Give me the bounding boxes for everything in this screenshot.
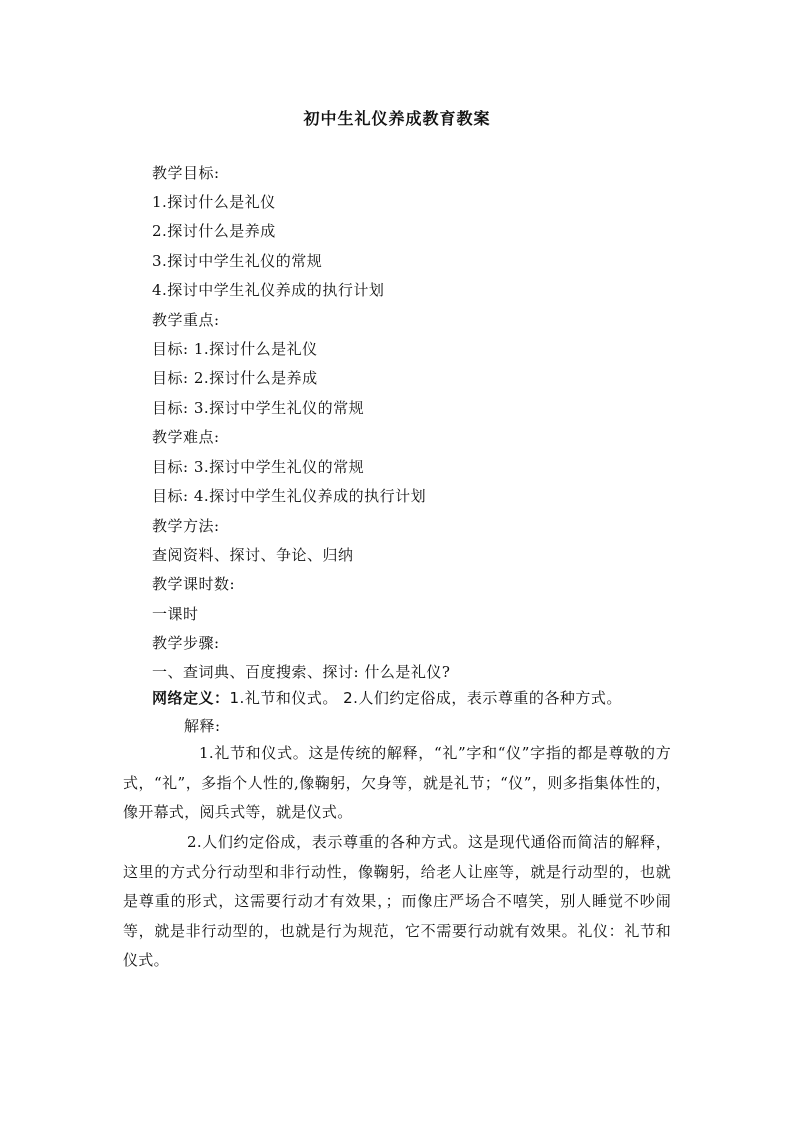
paragraph-2: 2.人们约定俗成，表示尊重的各种方式。这是现代通俗而简洁的解释，这里的方式分行动型和非行动性，像鞠躬，给老人让座等，就是行动型的，也就是尊重的形式，这需要行动才有效果，；而像庄严场合不嘻笑，别人睡觉不吵闹等，就是非行动型的，也就是行为规范，它不需要行动就有效果。礼仪：礼节和仪式。 <box>123 833 671 969</box>
network-definition-label: 网络定义： <box>152 689 230 707</box>
text-line: 教学重点: <box>152 311 220 329</box>
text-line: 一课时 <box>152 605 199 623</box>
text-line: 教学方法: <box>152 517 220 535</box>
text-line: 教学目标: <box>152 164 220 182</box>
text-line: 一、查词典、百度搜索、探讨: 什么是礼仪? <box>152 663 451 681</box>
text-line: 教学步骤: <box>152 634 220 652</box>
text-line: 教学难点: <box>152 428 220 446</box>
text-line: 3.探讨中学生礼仪的常规 <box>152 252 323 270</box>
text-line: 查阅资料、探讨、争论、归纳 <box>152 546 354 564</box>
text-line: 目标: 1.探讨什么是礼仪 <box>152 340 318 358</box>
explain-heading: 解释: <box>184 717 221 735</box>
document-title: 初中生礼仪养成教育教案 <box>303 109 491 128</box>
text-line: 目标: 4.探讨中学生礼仪养成的执行计划 <box>152 487 427 505</box>
paragraph-1: 1.礼节和仪式。这是传统的解释，“礼”字和“仪”字指的都是尊敬的方式，“礼”，多指个人性的,像鞠躬，欠身等，就是礼节；“仪”，则多指集体性的，像开幕式，阅兵式等，就是仪式。 <box>123 744 671 821</box>
text-line: 目标: 2.探讨什么是养成 <box>152 369 318 387</box>
text-line: 教学课时数: <box>152 575 236 593</box>
network-definition-text: 1.礼节和仪式。 2.人们约定俗成，表示尊重的各种方式。 <box>229 689 622 707</box>
text-line: 2.探讨什么是养成 <box>152 222 276 240</box>
network-definition <box>152 687 622 708</box>
text-line: 4.探讨中学生礼仪养成的执行计划 <box>152 281 385 299</box>
text-line: 目标: 3.探讨中学生礼仪的常规 <box>152 458 365 476</box>
text-line: 1.探讨什么是礼仪 <box>152 193 276 211</box>
text-line: 目标: 3.探讨中学生礼仪的常规 <box>152 399 365 417</box>
